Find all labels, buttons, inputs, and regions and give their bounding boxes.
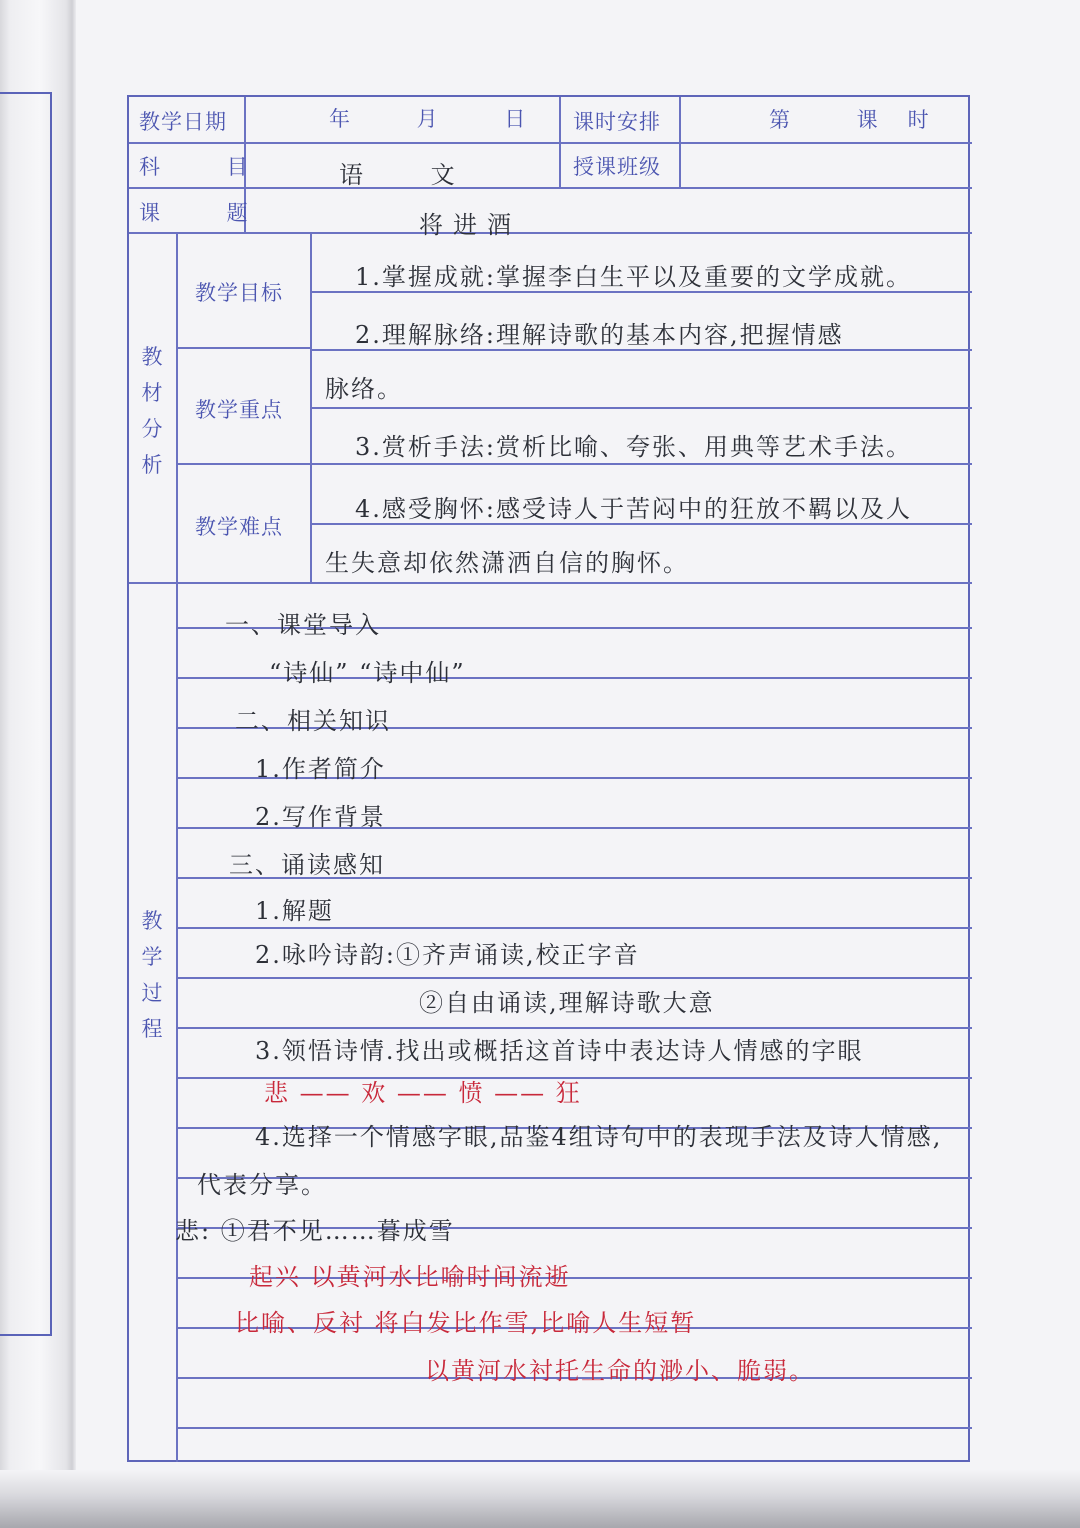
process-line: 代表分享。 <box>197 1171 327 1199</box>
analysis-line: 2.理解脉络:理解诗歌的基本内容,把握情感 <box>355 321 844 349</box>
process-line-red: 悲 —— 欢 —— 愤 —— 狂 <box>264 1079 582 1107</box>
topic-label: 课 题 <box>139 201 278 225</box>
analysis-line: 1.掌握成就:掌握李白生平以及重要的文学成就。 <box>355 263 912 291</box>
rule-line <box>559 97 561 187</box>
analysis-label-char: 析 <box>141 453 163 477</box>
process-line: 2.咏吟诗韵:①齐声诵读,校正字音 <box>255 941 640 969</box>
topic-value: 将进酒 <box>419 211 521 239</box>
process-label-char: 教 <box>141 909 163 933</box>
subject-label: 科 目 <box>139 155 278 179</box>
key-point-label: 教学重点 <box>195 398 283 422</box>
rule-line <box>679 97 681 187</box>
analysis-line: 4.感受胸怀:感受诗人于苦闷中的狂放不羁以及人 <box>355 495 912 523</box>
rule-line <box>310 407 972 409</box>
facing-page-edge <box>0 92 52 1336</box>
analysis-label-char: 分 <box>141 417 163 441</box>
analysis-label-char: 材 <box>141 381 163 405</box>
lesson-plan-form <box>127 95 970 1462</box>
analysis-line: 3.赏析手法:赏析比喻、夸张、用典等艺术手法。 <box>355 433 912 461</box>
process-line: 2.写作背景 <box>255 803 386 831</box>
rule-line <box>129 232 972 234</box>
process-line: 1.作者简介 <box>255 755 386 783</box>
analysis-line: 生失意却依然潇洒自信的胸怀。 <box>325 549 689 577</box>
rule-line <box>176 463 310 465</box>
process-line: 三、诵读感知 <box>229 851 385 879</box>
process-line: 二、相关知识 <box>235 707 391 735</box>
process-label-char: 程 <box>141 1017 163 1041</box>
analysis-section-label <box>137 339 167 483</box>
rule-line <box>129 142 972 144</box>
process-line-red: 起兴 以黄河水比喻时间流逝 <box>249 1263 571 1291</box>
rule-line <box>176 347 310 349</box>
process-line: 1.解题 <box>255 897 334 925</box>
process-line: 3.领悟诗情.找出或概括这首诗中表达诗人情感的字眼 <box>255 1037 864 1065</box>
class-label: 授课班级 <box>573 155 661 179</box>
rule-line <box>176 1427 972 1429</box>
process-line-red: 比喻、反衬 将白发比作雪,比喻人生短暂 <box>235 1309 697 1337</box>
rule-line <box>310 463 972 465</box>
rule-line <box>129 582 972 584</box>
process-line-red: 以黄河水衬托生命的渺小、脆弱。 <box>425 1357 815 1385</box>
analysis-line: 脉络。 <box>325 375 403 403</box>
rule-line <box>176 977 972 979</box>
process-line: ②自由诵读,理解诗歌大意 <box>419 989 715 1017</box>
process-line: 一、课堂导入 <box>225 611 381 639</box>
analysis-label-char: 教 <box>141 345 163 369</box>
difficulty-label: 教学难点 <box>195 515 283 539</box>
page-bottom-shadow <box>0 1470 1080 1528</box>
process-section-label <box>137 903 167 1047</box>
process-label-char: 学 <box>141 945 163 969</box>
goal-label: 教学目标 <box>195 281 283 305</box>
date-label: 教学日期 <box>139 110 227 134</box>
rule-line <box>129 187 972 189</box>
rule-line <box>176 1027 972 1029</box>
process-line: 悲: ①君不见……暮成雪 <box>175 1217 455 1245</box>
process-label-char: 过 <box>141 981 163 1005</box>
schedule-value: 第 课时 <box>769 108 959 132</box>
rule-line <box>176 927 972 929</box>
process-line: 4.选择一个情感字眼,品鉴4组诗句中的表现手法及诗人情感, <box>255 1123 943 1151</box>
schedule-label: 课时安排 <box>573 110 661 134</box>
date-value: 年 月 日 <box>329 107 556 131</box>
process-line: “诗仙” “诗中仙” <box>269 659 466 687</box>
subject-value: 语 文 <box>339 161 485 189</box>
